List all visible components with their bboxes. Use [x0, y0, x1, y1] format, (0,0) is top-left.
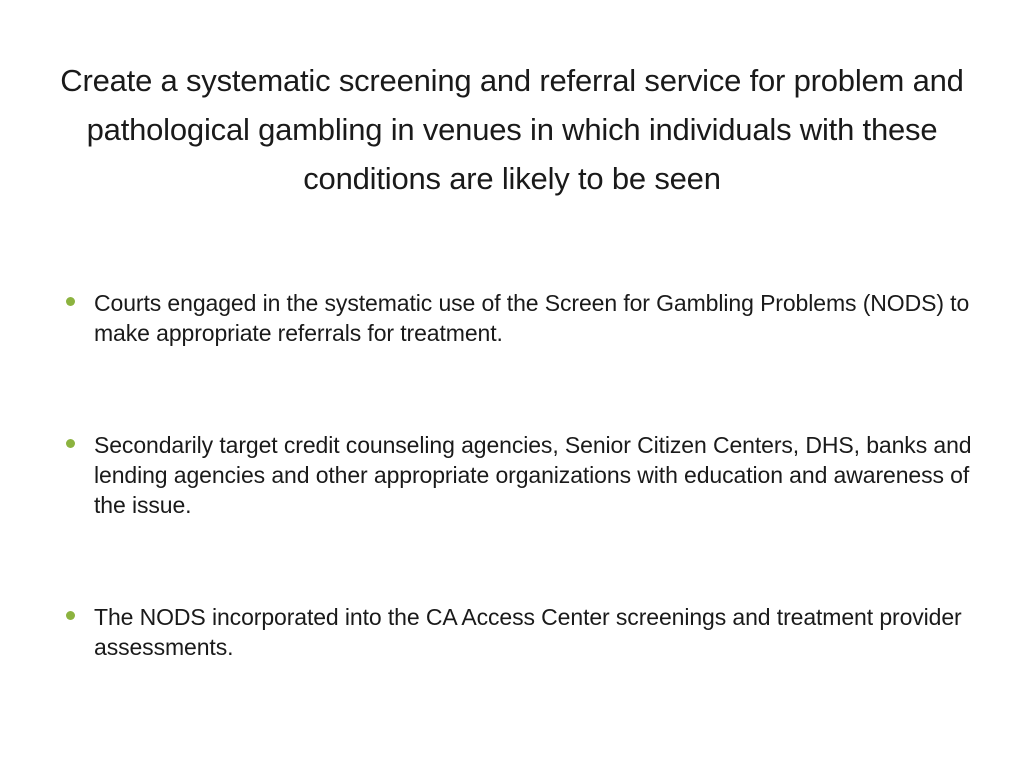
bullet-item: [64, 288, 984, 348]
bullet-dot-icon: [66, 439, 75, 448]
bullet-text: The NODS incorporated into the CA Access Center screenings and treatment provider assessments.: [94, 604, 962, 660]
bullet-text: Courts engaged in the systematic use of the Screen for Gambling Problems (NODS) to make appropriate referrals for treatment.: [94, 290, 970, 346]
bullet-item: [64, 602, 984, 662]
bullet-dot-icon: [66, 297, 75, 306]
bullet-text: Secondarily target credit counseling agencies, Senior Citizen Centers, DHS, banks and lending agencies and other appropriate organizations with education and awareness of the issue.: [94, 432, 972, 518]
slide-title: Create a systematic screening and referral service for problem and pathological gambling in venues in which individuals with these conditions are likely to be seen: [60, 63, 964, 196]
bullet-item: [64, 430, 984, 520]
bullet-dot-icon: [66, 611, 75, 620]
